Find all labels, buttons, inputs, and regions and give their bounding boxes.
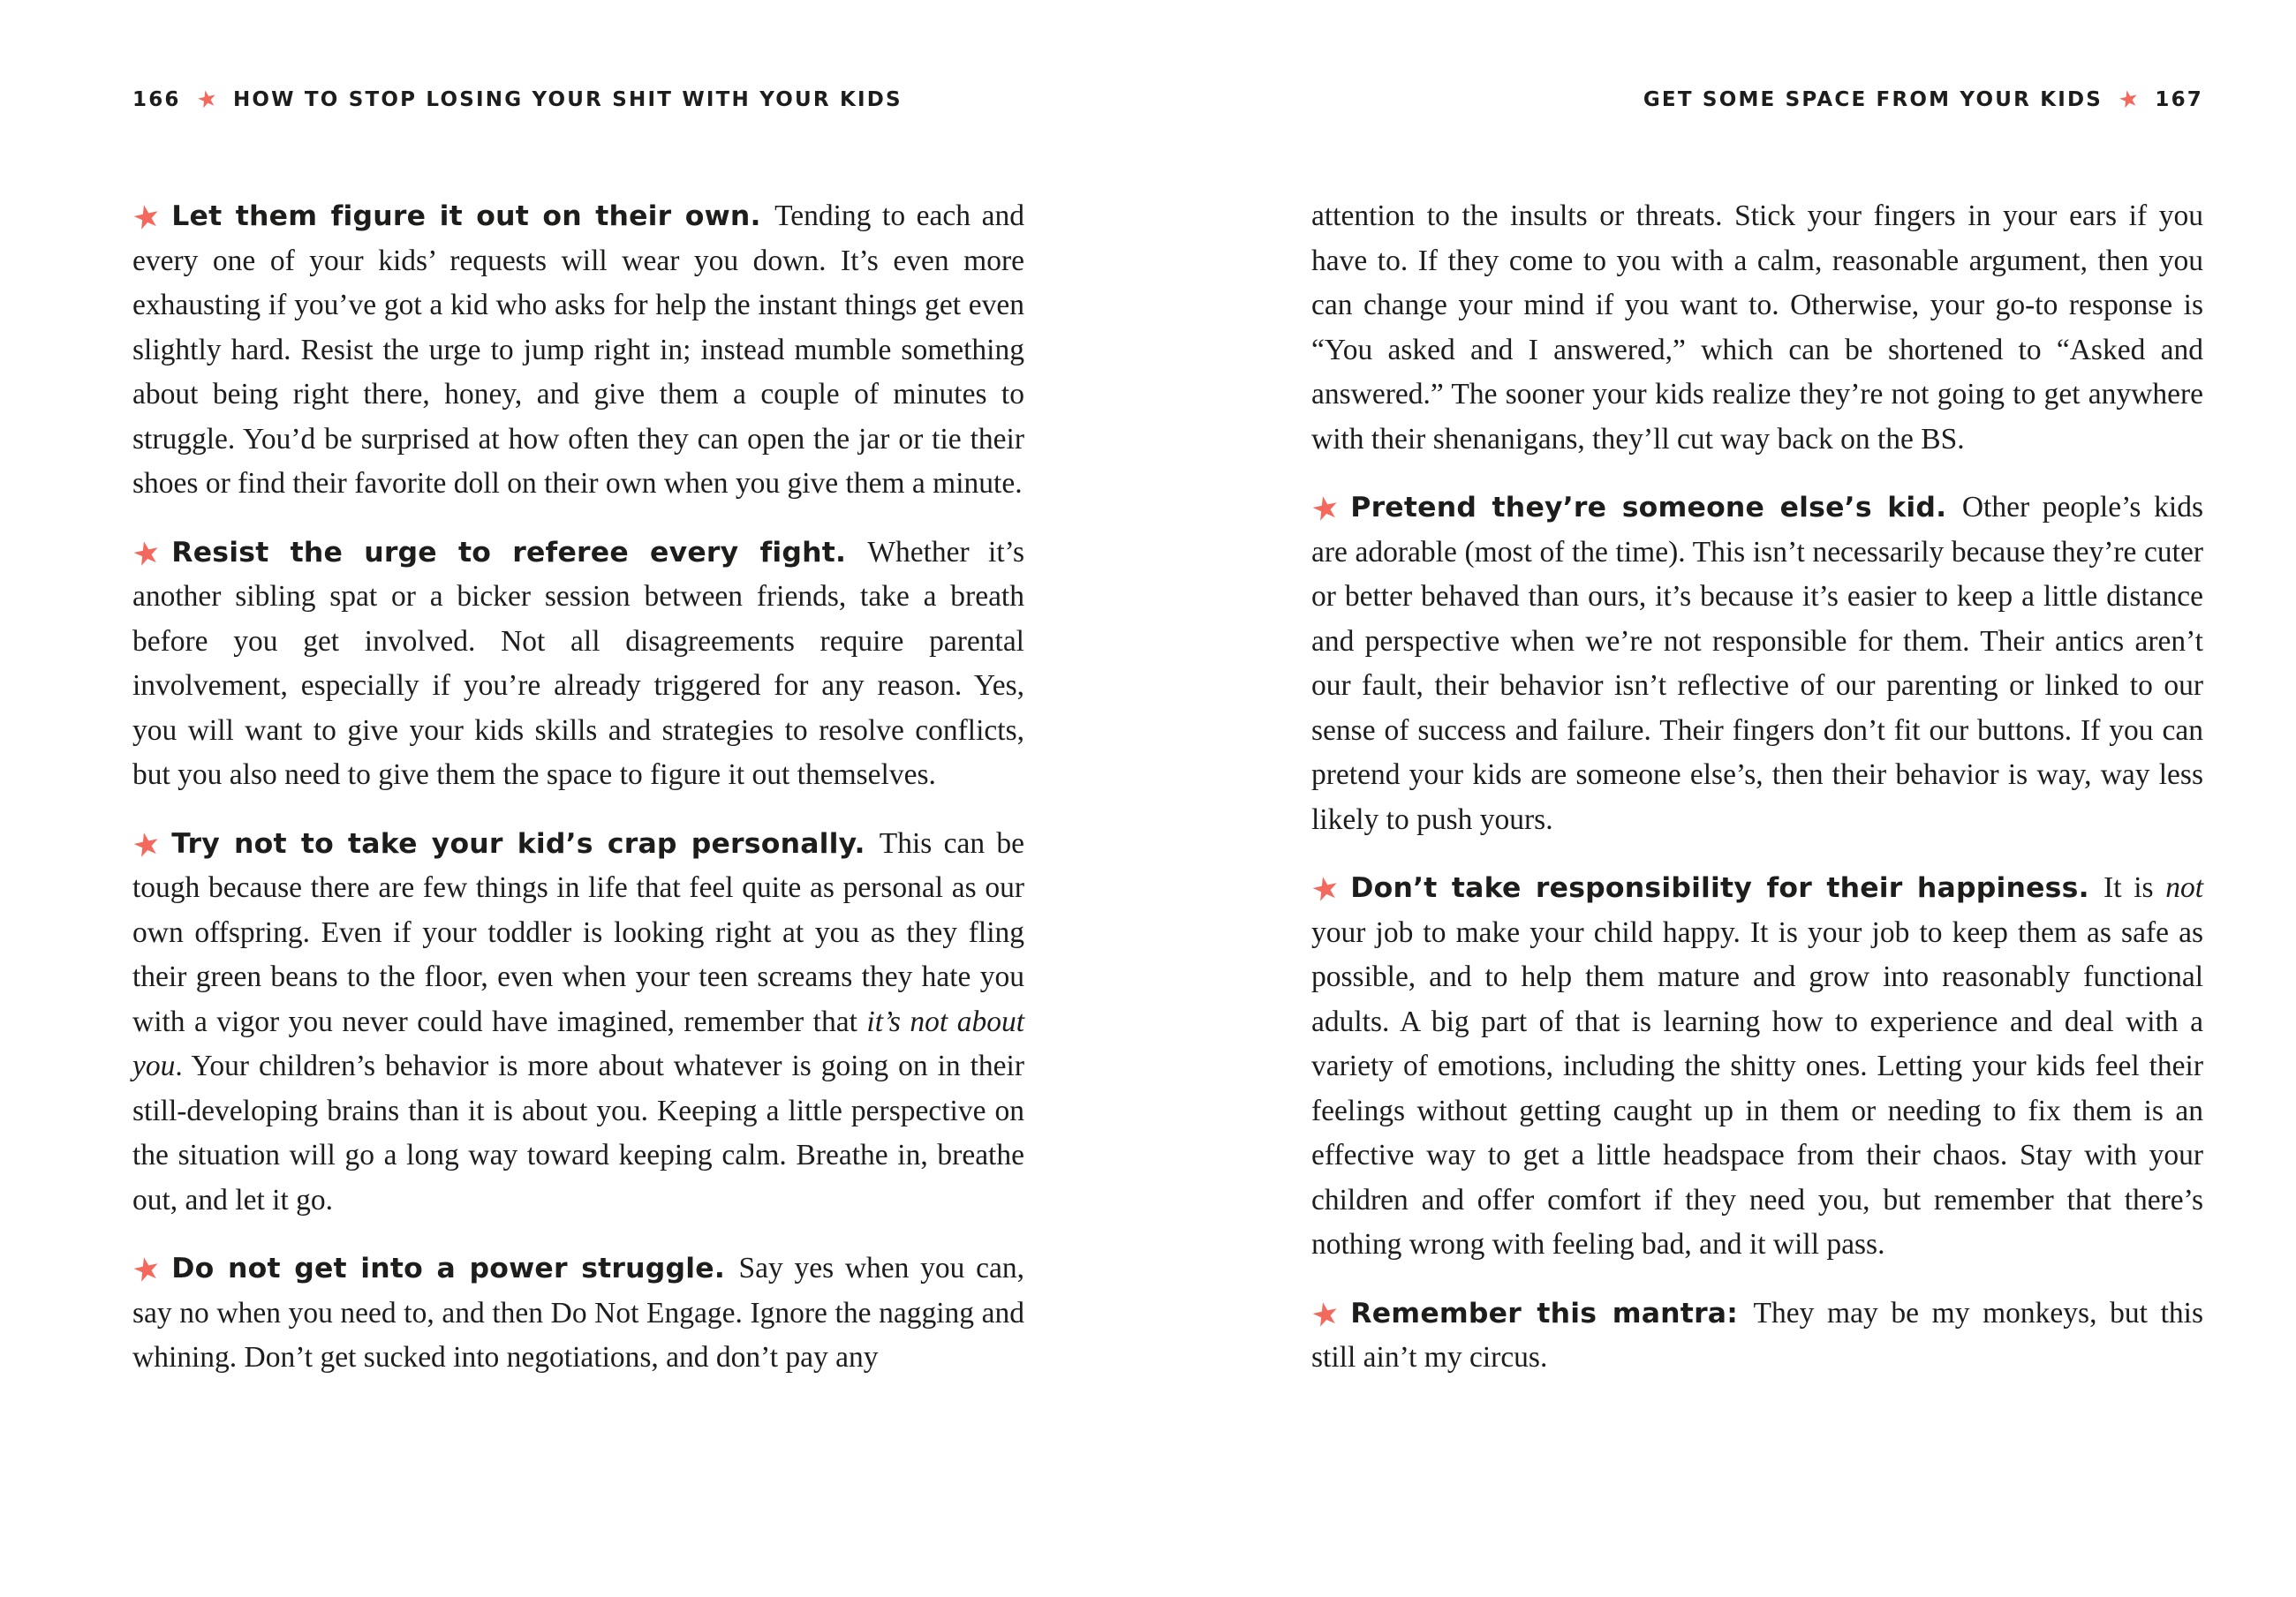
body-text: It is (2103, 871, 2166, 904)
body-text: They may be my monkeys, but this still ain’t my circus. (1311, 1296, 2203, 1374)
body-text: Tending to each and every one of your kids’ requests will wear you down. It’s even more exhausting if you’ve got a kid who asks for help the instant things get even slightly hard. Resist the urge to jump right in; instead mumble something about being right there, honey, and give them a couple of minutes to struggle. You’d be surprised at how often they can open the jar or tie their shoes or find their favorite doll on their own when you give them a minute. (132, 200, 1024, 500)
body-text: Whether it’s another sibling spat or a bicker session between friends, take a breath before you get involved. Not all disagreements require parental involvement, especially if you’re already triggered for any reason. Yes, you will want to give your kids skills and strategies to resolve conflicts, but you also need to give them the space to figure it out themselves. (132, 535, 1025, 791)
page-number-right: 167 (2155, 88, 2203, 111)
page-left-body (128, 194, 1025, 1381)
tip-paragraph (1307, 1292, 2203, 1381)
page-right-body (1307, 194, 2203, 1381)
star-bullet-icon: ★ (1307, 488, 1344, 530)
body-text: Say yes when you can, say no when you need to, and then Do Not Engage. Ignore the nagging and whining. Don’t get sucked into negotiations, and don’t pay any (132, 1252, 1024, 1374)
continuation-paragraph (1311, 194, 2203, 462)
running-head-left (132, 84, 1024, 116)
star-bullet-icon: ★ (128, 197, 165, 238)
paragraph-lead: Remember this mantra: (1350, 1297, 1754, 1330)
star-bullet-icon: ★ (128, 1249, 165, 1291)
running-head-left-title: HOW TO STOP LOSING YOUR SHIT WITH YOUR KIDS (232, 88, 903, 111)
star-bullet-icon: ★ (1307, 869, 1344, 910)
tip-paragraph (128, 194, 1024, 507)
tip-paragraph (1307, 866, 2203, 1268)
star-bullet-icon: ★ (1307, 1293, 1344, 1336)
star-icon: ★ (2116, 84, 2142, 116)
body-text: attention to the insults or threats. Stick your fingers in your ears if you have to. If they come to you with a calm, reasonable argument, then you can change your mind if you want to. Otherwise, your go-to response is “You asked and I answered,” which can be shortened to “Asked and answered.” The sooner your kids realize they’re not going to get anywhere with their shenanigans, they’ll cut way back on the BS. (1311, 200, 2203, 456)
tip-paragraph (128, 531, 1025, 798)
body-text: . Your children’s behavior is more about whatever is going on in their still-developing brains than it is about you. Keeping a little perspective on the situation will go a long way toward keeping calm. Breathe in, breathe out, and let it go. (132, 1050, 1024, 1217)
running-head-right (1311, 84, 2203, 116)
paragraph-lead: Try not to take your kid’s crap personally. (171, 827, 880, 860)
page-right (1148, 0, 2296, 1597)
paragraph-lead: Do not get into a power struggle. (171, 1253, 739, 1284)
body-text: This can be tough because there are few things in life that feel quite as personal as our own offspring. Even if your toddler is looking right at you as they fling their green beans to the floor, even when your teen screams they hate you with a vigor you never could have imagined, remember that (132, 826, 1025, 1038)
tip-paragraph (128, 1247, 1024, 1381)
body-text: your job to make your child happy. It is your job to keep them as safe as possible, and to help them mature and grow into reasonably functional adults. A big part of that is learning how to experience and deal with a variety of emotions, including the shitty ones. Letting your kids feel their feelings without getting caught up in them or needing to fix them is an effective way to get a little headspace from their chaos. Stay with your children and offer comfort if they need you, but remember that there’s nothing wrong with feeling bad, and it will pass. (1311, 915, 2203, 1261)
tip-paragraph (128, 822, 1025, 1224)
paragraph-lead: Pretend they’re someone else’s kid. (1350, 492, 1962, 524)
paragraph-lead: Don’t take responsibility for their happiness. (1350, 872, 2104, 904)
running-head-right-title: GET SOME SPACE FROM YOUR KIDS (1643, 88, 2103, 111)
page-number-left: 166 (132, 88, 181, 111)
paragraph-lead: Resist the urge to referee every fight. (171, 536, 868, 569)
tip-paragraph (1307, 486, 2203, 842)
paragraph-lead: Let them figure it out on their own. (171, 200, 775, 232)
italic-text: not (2165, 871, 2203, 904)
star-icon: ★ (193, 84, 220, 116)
star-bullet-icon: ★ (128, 532, 165, 575)
star-bullet-icon: ★ (128, 824, 165, 866)
body-text: Other people’s kids are adorable (most of the time). This isn’t necessarily because they’re cuter or better behaved than ours, it’s because it’s easier to keep a little distance and perspective when we’re not responsible for them. Their antics aren’t our fault, their behavior isn’t reflective of our parenting or linked to our sense of success and failure. Their fingers don’t fit our buttons. If you can pretend your kids are someone else’s, then their behavior is way, way less likely to push yours. (1311, 491, 2203, 836)
italic-text: it’s not about you (132, 1005, 1025, 1082)
